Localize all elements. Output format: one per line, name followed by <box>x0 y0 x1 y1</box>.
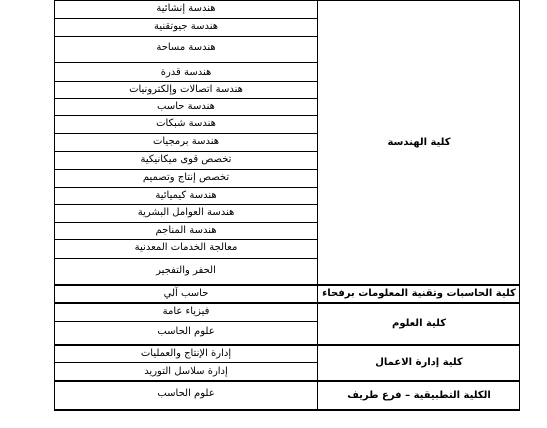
college-name: الكلية التطبيقية – فرع طريف <box>347 389 491 401</box>
college-name: كلية الهندسة <box>387 136 451 148</box>
row-border <box>54 133 317 134</box>
row-border <box>54 258 317 259</box>
row-border <box>54 362 317 363</box>
program-cell: إدارة سلاسل التوريد <box>144 366 228 377</box>
program-cell: علوم الحاسب <box>157 326 215 337</box>
row-border <box>54 98 317 99</box>
program-cell: تخصص إنتاج وتصميم <box>142 172 230 183</box>
row-border <box>54 169 317 170</box>
program-cell: هندسة المناجم <box>155 225 217 236</box>
program-cell: حاسب آلي <box>163 288 209 299</box>
program-cell: هندسة برمجيات <box>152 136 220 147</box>
program-cell: هندسة العوامل البشرية <box>137 207 235 218</box>
college-name: كلية العلوم <box>391 318 447 329</box>
row-border <box>54 62 317 63</box>
program-cell: فيزياء عامة <box>162 306 210 317</box>
college-name: كلية إدارة الاعمال <box>375 357 463 368</box>
program-cell: هندسة حاسب <box>157 101 215 112</box>
row-border <box>54 222 317 223</box>
program-cell: هندسة شبكات <box>156 118 216 129</box>
row-border <box>54 187 317 188</box>
row-border <box>54 321 317 322</box>
table-bottom-border <box>54 409 520 411</box>
row-border <box>54 115 317 116</box>
college-name: كلية الحاسبات وتقنية المعلومات برفحاء <box>322 288 516 299</box>
program-cell: هندسة إنشائية <box>156 3 216 14</box>
row-border <box>54 204 317 205</box>
program-cell: علوم الحاسب <box>157 388 215 399</box>
row-border <box>54 81 317 82</box>
row-border <box>54 36 317 37</box>
program-cell: تخصص قوى ميكانيكية <box>140 154 232 165</box>
program-cell: هندسة مساحة <box>156 42 216 53</box>
row-border <box>54 151 317 152</box>
program-cell: إدارة الإنتاج والعمليات <box>140 348 232 359</box>
program-cell: هندسة قدرة <box>160 67 212 78</box>
program-cell: الحفر والتفجير <box>156 265 216 276</box>
program-cell: هندسة جيوتقنية <box>153 21 219 32</box>
program-cell: معالجة الخدمات المعدنية <box>134 242 238 253</box>
program-cell: هندسة كيميائية <box>155 190 217 201</box>
row-border <box>54 18 317 19</box>
row-border <box>54 239 317 240</box>
program-cell: هندسة اتصالات وإلكترونيات <box>129 84 243 95</box>
